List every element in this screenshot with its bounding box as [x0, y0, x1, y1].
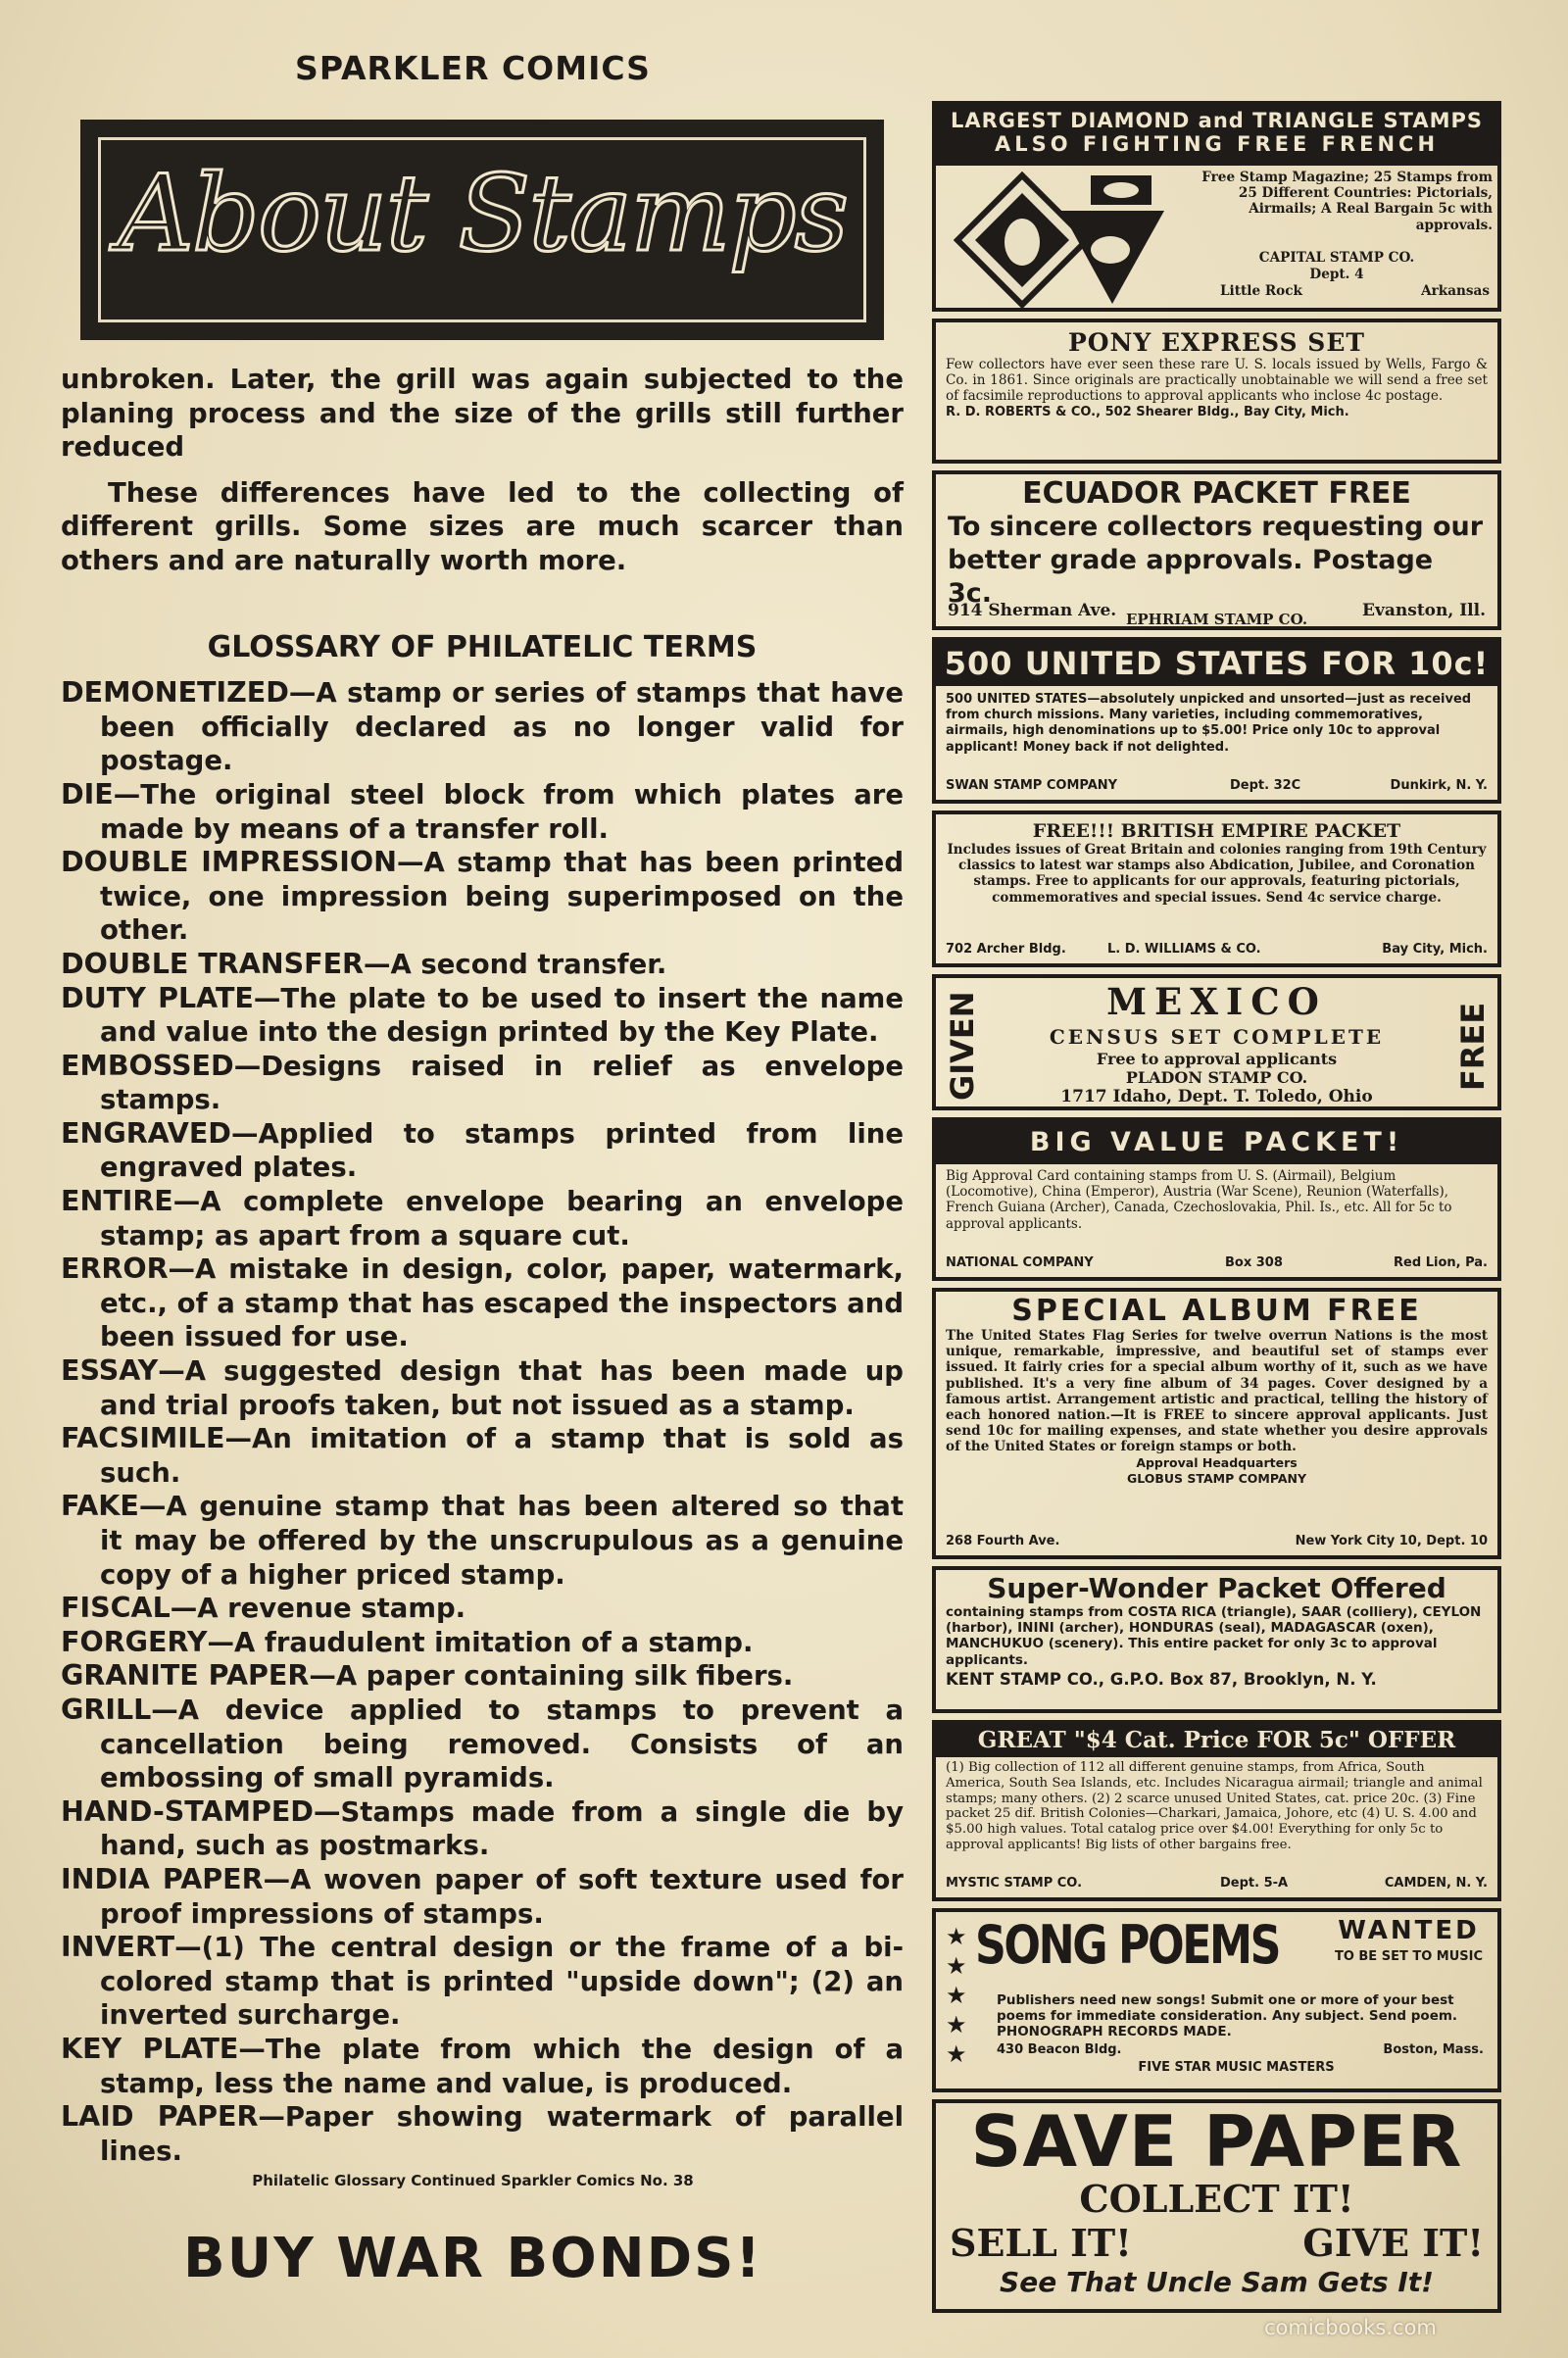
- glossary-definition: A mistake in design, color, paper, watermark, etc., of a stamp that has escaped the inspectors and been issued for use.: [100, 1253, 904, 1353]
- glossary-entry: ENGRAVED—Applied to stamps printed from line engraved plates.: [61, 1116, 904, 1184]
- ad-swan-stamp: [932, 637, 1501, 804]
- glossary-definition: The plate from which the design of a stamp, less the name and value, is produced.: [100, 2033, 905, 2099]
- glossary-definition: Paper showing watermark of parallel lines.: [100, 2101, 905, 2167]
- ad-mexico-title: MEXICO: [1106, 980, 1327, 1023]
- ad-album-hq: Approval Headquarters: [1136, 1454, 1298, 1470]
- glossary-entry: DOUBLE TRANSFER—A second transfer.: [61, 947, 667, 980]
- ad-pony-body: Few collectors have ever seen these rare U. S. locals issued by Wells, Fargo & Co. in 1861. Since originals are practically unobtainable we will send a free set of facsimile reproductions to approval applicants who inclose 4c postage.: [946, 357, 1488, 405]
- glossary-entry: DIE—The original steel block from which plates are made by means of a transfer roll.: [61, 777, 904, 845]
- ad-diamond-headline-1: LARGEST DIAMOND and TRIANGLE STAMPS: [950, 109, 1484, 132]
- ad-us500-city: Dunkirk, N. Y.: [1390, 777, 1488, 793]
- glossary-definition: A woven paper of soft texture used for proof impressions of stamps.: [100, 1863, 904, 1930]
- glossary-definition: A device applied to stamps to prevent a cancellation being removed. Consists of an embossing of small pyramids.: [100, 1694, 904, 1794]
- ad-savepaper-give: GIVE IT!: [1302, 2221, 1484, 2265]
- glossary-definition: A suggested design that has been made up and trial proofs taken, but not issued as a stamp.: [100, 1355, 904, 1421]
- glossary-entry: DUTY PLATE—The plate to be used to insert the name and value into the design printed by the Key Plate.: [61, 981, 904, 1049]
- glossary-term: INVERT: [61, 1931, 175, 1964]
- glossary-title: GLOSSARY OF PHILATELIC TERMS: [207, 629, 758, 664]
- ad-great-city: CAMDEN, N. Y.: [1384, 1875, 1488, 1891]
- glossary-definition: Stamps made from a single die by hand, such as postmarks.: [100, 1795, 904, 1862]
- ad-wonder-address: KENT STAMP CO., G.P.O. Box 87, Brooklyn, N. Y.: [946, 1669, 1377, 1689]
- ad-song-city: Boston, Mass.: [1383, 2042, 1484, 2057]
- glossary-definition: The original steel block from which plates are made by means of a transfer roll.: [100, 778, 904, 845]
- ad-diamond-headline-2: ALSO FIGHTING FREE FRENCH: [994, 132, 1440, 156]
- ad-capital-stamp: [932, 101, 1501, 312]
- ad-pony-address: R. D. ROBERTS & CO., 502 Shearer Bldg., Bay City, Mich.: [946, 404, 1349, 419]
- glossary-definition: A complete envelope bearing an envelope stamp; as apart from a square cut.: [100, 1186, 904, 1252]
- ad-mexico-address: 1717 Idaho, Dept. T. Toledo, Ohio: [1060, 1087, 1373, 1106]
- ad-song-company: FIVE STAR MUSIC MASTERS: [1138, 2060, 1335, 2075]
- ad-song-title: SONG POEMS: [975, 1914, 1280, 1976]
- ad-mexico-free: FREE: [1454, 1002, 1492, 1091]
- ad-mexico-subtitle: CENSUS SET COMPLETE: [1049, 1025, 1385, 1049]
- ad-album-body: The United States Flag Series for twelve overrun Nations is the most unique, remarkable, impressive, and beautiful set of stamps ever issued. It fairly cries for a special album worthy of it, such as we have published. It's a very fine album of 34 pages. Cover designed by a famous artist. Arrangement artistic and practical, telling the history of each honored nation.—It is FREE to sincere approval applicants. Just send 10c for mailing expenses, and state whether you desire approvals of the United States or foreign stamps or both.: [946, 1328, 1488, 1455]
- glossary-term: ERROR: [61, 1253, 169, 1286]
- glossary-term: DOUBLE IMPRESSION: [61, 846, 397, 879]
- ad-national-company: [932, 1117, 1501, 1281]
- ad-song-sub: TO BE SET TO MUSIC: [1334, 1949, 1484, 1964]
- glossary-term: ENTIRE: [61, 1185, 173, 1218]
- glossary-term: DIE: [61, 777, 114, 811]
- ad-savepaper-title: SAVE PAPER: [970, 2100, 1463, 2183]
- ad-ecuador-company: EPHRIAM STAMP CO.: [1125, 611, 1308, 628]
- glossary-definition: A stamp or series of stamps that have been officially declared as no longer valid for postage.: [100, 677, 904, 777]
- glossary-definition: A genuine stamp that has been altered so that it may be offered by the unscrupulous as a genuine copy of a higher priced stamp.: [100, 1491, 904, 1591]
- glossary-definition: A second transfer.: [390, 948, 667, 980]
- glossary-definition: (1) The central design or the frame of a bi-colored stamp that is printed "upside down"; (2) an inverted surcharge.: [100, 1932, 904, 2032]
- ad-wonder-title: Super-Wonder Packet Offered: [987, 1572, 1446, 1604]
- glossary-definition: An imitation of a stamp that is sold as such.: [100, 1423, 904, 1489]
- glossary-entry: GRANITE PAPER—A paper containing silk fibers.: [61, 1659, 794, 1693]
- glossary-entry: FORGERY—A fraudulent imitation of a stamp.: [61, 1625, 754, 1658]
- star-icons: ★ ★ ★ ★ ★: [946, 1923, 967, 2068]
- glossary-entry: KEY PLATE—The plate from which the design of a stamp, less the name and value, is produced.: [61, 2032, 905, 2099]
- ad-british-body: Includes issues of Great Britain and colonies ranging from 19th Century classics to latest war stamps also Abdication, Jubilee, and Coronation stamps. Free to applicants for our approvals, featuring pictorials, commemoratives and special issues. Send 4c service charge.: [947, 842, 1487, 906]
- glossary-term: LAID PAPER: [61, 2100, 259, 2134]
- site-watermark: comicbooks.com: [1264, 2316, 1437, 2339]
- glossary-term: DOUBLE TRANSFER: [61, 947, 365, 980]
- ad-diamond-body: Free Stamp Magazine; 25 Stamps from 25 Different Countries: Pictorials, Airmails; A Real Bargain 5c with approvals.: [1201, 170, 1493, 233]
- intro-paragraph-2: These differences have led to the collecting of different grills. Some sizes are much scarcer than others and are naturally worth more.: [61, 476, 904, 576]
- ad-great-company: MYSTIC STAMP CO.: [946, 1875, 1083, 1891]
- ad-pony-title: PONY EXPRESS SET: [1067, 328, 1366, 357]
- ad-british-empire: [932, 811, 1501, 967]
- masthead: SPARKLER COMICS: [295, 49, 651, 87]
- ad-mystic-stamp: [932, 1720, 1501, 1901]
- ad-album-street: 268 Fourth Ave.: [946, 1533, 1060, 1548]
- ad-pony-express: [932, 319, 1501, 464]
- glossary-term: GRILL: [61, 1693, 152, 1726]
- glossary-definition: A paper containing silk fibers.: [335, 1660, 794, 1693]
- ad-album-title: SPECIAL ALBUM FREE: [1011, 1294, 1422, 1328]
- ad-bigvalue-body: Big Approval Card containing stamps from U. S. (Airmail), Belgium (Locomotive), China (Emperor), Austria (War Scene), Reunion (Waterfalls), French Guiana (Archer), Canada, Czechoslovakia, Phil. Is., etc. All for 5c to approval applicants.: [946, 1168, 1452, 1232]
- glossary-term: FORGERY: [61, 1625, 208, 1658]
- ad-song-body: Publishers need new songs! Submit one or more of your best poems for immediate consideration. Any subject. Send poem. PHONOGRAPH RECORDS MADE.: [997, 1992, 1458, 2040]
- glossary-list: [61, 676, 904, 2168]
- glossary-definition: The plate to be used to insert the name and value into the design printed by the Key Plate.: [100, 982, 904, 1049]
- glossary-term: FAKE: [61, 1490, 139, 1523]
- ad-diamond-company: CAPITAL STAMP CO.: [1258, 250, 1415, 266]
- glossary-definition: A fraudulent imitation of a stamp.: [234, 1626, 754, 1658]
- glossary-term: INDIA PAPER: [61, 1862, 264, 1895]
- glossary-term: FISCAL: [61, 1592, 171, 1625]
- glossary-entry: HAND-STAMPED—Stamps made from a single die by hand, such as postmarks.: [61, 1794, 904, 1862]
- glossary-definition: A revenue stamp.: [197, 1593, 466, 1625]
- intro-paragraph-1: unbroken. Later, the grill was again subjected to the planing process and the size of the grills still further reduced: [61, 364, 904, 464]
- glossary-entry: FISCAL—A revenue stamp.: [61, 1592, 466, 1625]
- ad-diamond-state: Arkansas: [1421, 283, 1490, 299]
- glossary-footnote: Philatelic Glossary Continued Sparkler Comics No. 38: [252, 2172, 694, 2189]
- ad-great-body: (1) Big collection of 112 all different genuine stamps, from Africa, South America, South Sea Islands, etc. Includes Nicaragua airmail; triangle and animal stamps; many others. (2) 2 scarce unused United States, cat. price 20c. (3) Fine packet 25 dif. British Colonies—Charkari, Jamaica, Johore, etc (4) U. S. 4.00 and $5.00 high values. Total catalog price over $4.00! Everything for only 5c to approval applicants! Big lists of other bargains free.: [946, 1760, 1483, 1852]
- glossary-term: DUTY PLATE: [61, 981, 254, 1014]
- ad-mexico: [932, 974, 1501, 1110]
- glossary-term: GRANITE PAPER: [61, 1659, 310, 1693]
- glossary-entry: LAID PAPER—Paper showing watermark of parallel lines.: [61, 2100, 905, 2167]
- ad-great-title: GREAT "$4 Cat. Price FOR 5c" OFFER: [936, 1724, 1497, 1757]
- about-stamps-banner: [80, 120, 884, 340]
- ad-us500-dept: Dept. 32C: [1230, 777, 1301, 793]
- ad-album-city: New York City 10, Dept. 10: [1295, 1533, 1488, 1548]
- article-column: [61, 363, 904, 2168]
- ad-british-city: Bay City, Mich.: [1382, 941, 1488, 957]
- ad-british-company: L. D. WILLIAMS & CO.: [1107, 941, 1261, 957]
- ad-mexico-line1: Free to approval applicants: [1096, 1050, 1338, 1068]
- glossary-entry: EMBOSSED—Designs raised in relief as envelope stamps.: [61, 1049, 904, 1116]
- ad-kent-stamp: [932, 1566, 1501, 1713]
- ad-ecuador: [932, 470, 1501, 630]
- glossary-entry: ERROR—A mistake in design, color, paper, watermark, etc., of a stamp that has escaped the inspectors and been issued for use.: [61, 1253, 904, 1353]
- glossary-entry: ESSAY—A suggested design that has been made up and trial proofs taken, but not issued as a stamp.: [61, 1354, 904, 1421]
- ad-british-title: FREE!!! BRITISH EMPIRE PACKET: [1032, 820, 1401, 842]
- ad-bigvalue-title: BIG VALUE PACKET!: [936, 1121, 1497, 1164]
- ad-mexico-given: GIVEN: [944, 991, 981, 1102]
- glossary-definition: Designs raised in relief as envelope stamps.: [100, 1050, 904, 1116]
- ad-great-dept: Dept. 5-A: [1220, 1875, 1289, 1891]
- glossary-entry: DOUBLE IMPRESSION—A stamp that has been printed twice, one impression being superimposed on the other.: [61, 846, 905, 947]
- ad-bigvalue-box: Box 308: [1225, 1254, 1283, 1270]
- glossary-term: ESSAY: [61, 1354, 159, 1388]
- ad-ecuador-street: 914 Sherman Ave.: [948, 601, 1117, 620]
- ad-savepaper-unclesam: See That Uncle Sam Gets It!: [1000, 2266, 1434, 2298]
- glossary-term: ENGRAVED: [61, 1116, 231, 1150]
- ad-song-street: 430 Beacon Bldg.: [997, 2042, 1122, 2057]
- glossary-entry: FAKE—A genuine stamp that has been altered so that it may be offered by the unscrupulous as a genuine copy of a higher priced stamp.: [61, 1490, 904, 1591]
- ad-ecuador-body: To sincere collectors requesting our better grade approvals. Postage 3c.: [948, 512, 1484, 609]
- ad-savepaper-sell: SELL IT!: [950, 2221, 1132, 2265]
- ad-save-paper: [932, 2099, 1501, 2313]
- glossary-term: FACSIMILE: [61, 1422, 225, 1455]
- ad-savepaper-collect: COLLECT IT!: [1079, 2177, 1354, 2221]
- ad-globus-stamp: [932, 1288, 1501, 1559]
- ad-ecuador-title: ECUADOR PACKET FREE: [1022, 476, 1411, 511]
- ad-mexico-company: PLADON STAMP CO.: [1125, 1068, 1308, 1087]
- ad-ecuador-city: Evanston, Ill.: [1362, 601, 1486, 620]
- glossary-entry: INVERT—(1) The central design or the frame of a bi-colored stamp that is printed "upside down"; (2) an inverted surcharge.: [61, 1931, 904, 2032]
- war-bonds-slogan: BUY WAR BONDS!: [183, 2227, 762, 2290]
- ad-us500-company: SWAN STAMP COMPANY: [946, 777, 1118, 793]
- ad-diamond-city: Little Rock: [1220, 283, 1302, 299]
- glossary-entry: GRILL—A device applied to stamps to prevent a cancellation being removed. Consists of an embossing of small pyramids.: [61, 1693, 904, 1794]
- diamond-triangle-stamps-icon: [954, 172, 1169, 309]
- ad-bigvalue-city: Red Lion, Pa.: [1394, 1254, 1488, 1270]
- ad-album-company: GLOBUS STAMP COMPANY: [1126, 1470, 1307, 1486]
- ad-bigvalue-company: NATIONAL COMPANY: [946, 1254, 1094, 1270]
- glossary-entry: FACSIMILE—An imitation of a stamp that is sold as such.: [61, 1422, 904, 1489]
- glossary-term: EMBOSSED: [61, 1049, 234, 1082]
- ad-us500-body: 500 UNITED STATES—absolutely unpicked and unsorted—just as received from church missions. Many varieties, including commemoratives, airmails, high denominations up to $5.00! Price only 10c to approval applicant! Money back if not delighted.: [946, 692, 1472, 755]
- ad-five-star-music: [932, 1908, 1501, 2092]
- glossary-definition: A stamp that has been printed twice, one impression being superimposed on the other.: [100, 847, 905, 947]
- glossary-term: DEMONETIZED: [61, 676, 289, 710]
- glossary-entry: INDIA PAPER—A woven paper of soft texture used for proof impressions of stamps.: [61, 1862, 904, 1930]
- ad-us500-title: 500 UNITED STATES FOR 10c!: [936, 641, 1497, 686]
- ad-diamond-dept: Dept. 4: [1309, 267, 1364, 282]
- banner-title: About Stamps: [117, 153, 848, 275]
- glossary-term: HAND-STAMPED: [61, 1794, 314, 1828]
- glossary-term: KEY PLATE: [61, 2032, 239, 2065]
- ad-wonder-body: containing stamps from COSTA RICA (triangle), SAAR (colliery), CEYLON (harbor), ININI (archer), HONDURAS (seal), MADAGASCAR (oxen), MANCHUKUO (scenery). This entire packet for only 3c to approval applicants.: [946, 1604, 1482, 1668]
- glossary-entry: ENTIRE—A complete envelope bearing an envelope stamp; as apart from a square cut.: [61, 1185, 904, 1252]
- glossary-entry: DEMONETIZED—A stamp or series of stamps that have been officially declared as no longer valid for postage.: [61, 676, 904, 777]
- ad-british-street: 702 Archer Bldg.: [946, 941, 1066, 957]
- ad-song-wanted: WANTED: [1338, 1916, 1480, 1945]
- glossary-definition: Applied to stamps printed from line engraved plates.: [100, 1117, 904, 1184]
